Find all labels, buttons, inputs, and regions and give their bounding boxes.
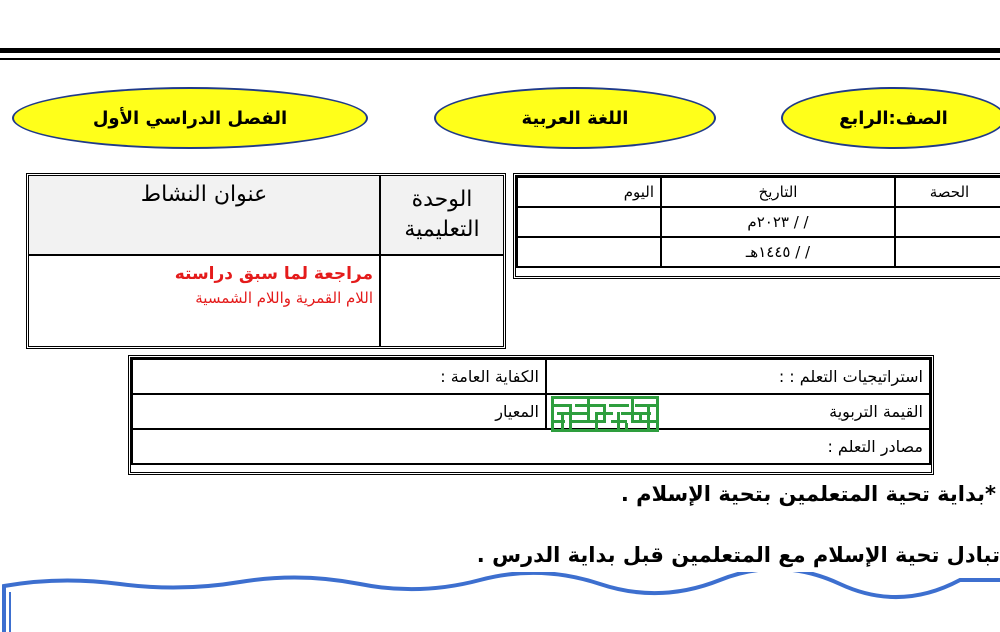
wavy-blue-frame (0, 572, 1000, 632)
learning-strategies-cell[interactable] (546, 359, 930, 394)
info-table-frame (128, 355, 934, 475)
grade-label: الصف:الرابع (839, 107, 948, 129)
hijri-date-cell[interactable]: / / ١٤٤٥هـ (661, 237, 895, 267)
subject-label: اللغة العربية (521, 107, 629, 129)
activity-header: عنوان النشاط (140, 182, 268, 207)
activity-value-cell (29, 256, 379, 346)
educational-value-cell[interactable] (546, 394, 930, 429)
period-cell-2[interactable] (895, 237, 1000, 267)
unit-header-cell (379, 176, 503, 256)
semester-tag (12, 87, 368, 149)
unit-table-frame (26, 173, 506, 349)
unit-header: الوحدة التعليمية (404, 187, 480, 242)
subject-tag (434, 87, 716, 149)
learning-strategies-label: استراتيجيات التعلم : : (778, 367, 923, 386)
activity-title-line-2: اللام القمرية واللام الشمسية (195, 289, 373, 307)
top-rule-thick (0, 48, 1000, 53)
gregorian-date-cell[interactable]: / / ٢٠٢٣م (661, 207, 895, 237)
top-rule-thin (0, 58, 1000, 60)
general-competency-label: الكفاية العامة : (440, 367, 539, 386)
info-table (131, 358, 931, 465)
general-competency-cell[interactable] (132, 359, 546, 394)
body-line-1: *بداية تحية المتعلمين بتحية الإسلام . (620, 482, 996, 506)
period-header: الحصة (895, 177, 1000, 207)
standard-label: المعيار (495, 402, 539, 421)
day-header: اليوم (517, 177, 661, 207)
day-cell-1[interactable] (517, 207, 661, 237)
kufic-logo (551, 396, 659, 432)
unit-value-cell (379, 256, 503, 346)
body-line-2: تبادل تحية الإسلام مع المتعلمين قبل بداية الدرس . (476, 543, 1000, 567)
learning-resources-label: مصادر التعلم : (827, 437, 923, 456)
grade-tag (781, 87, 1000, 149)
learning-resources-cell[interactable] (132, 429, 930, 464)
date-header: التاريخ (661, 177, 895, 207)
semester-label: الفصل الدراسي الأول (92, 107, 288, 129)
day-cell-2[interactable] (517, 237, 661, 267)
date-table (516, 176, 1000, 268)
date-table-frame (513, 173, 1000, 279)
standard-cell[interactable] (132, 394, 546, 429)
period-cell-1[interactable] (895, 207, 1000, 237)
educational-value-label: القيمة التربوية (829, 402, 923, 421)
activity-header-cell (29, 176, 379, 256)
activity-title-line-1: مراجعة لما سبق دراسته (174, 264, 373, 284)
